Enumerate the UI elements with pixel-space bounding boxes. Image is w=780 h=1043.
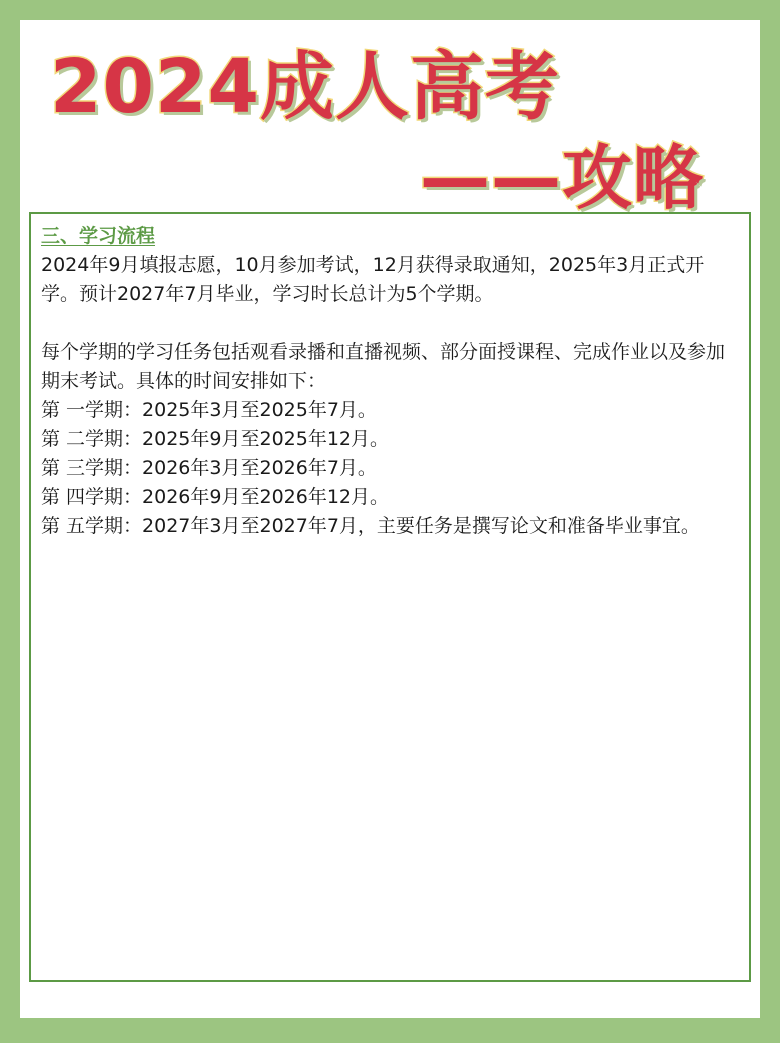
intro-paragraph: 2024年9月填报志愿，10月参加考试，12月获得录取通知，2025年3月正式开学。预计2027年7月毕业，学习时长总计为5个学期。 — [41, 254, 705, 305]
term-2: 第 二学期：2025年9月至2025年12月。 — [41, 428, 390, 450]
tasks-paragraph: 每个学期的学习任务包括观看录播和直播视频、部分面授课程、完成作业以及参加期末考试。具体的时间安排如下： — [41, 341, 726, 392]
paragraph-gap — [41, 309, 739, 338]
section-heading: 三、学习流程 — [41, 225, 156, 247]
page-subtitle: ——攻略 — [420, 137, 704, 219]
page-title: 2024成人高考 — [50, 44, 560, 130]
term-5: 第 五学期：2027年3月至2027年7月，主要任务是撰写论文和准备毕业事宜。 — [41, 515, 700, 537]
poster-card — [20, 20, 760, 1018]
content-box — [29, 212, 751, 982]
term-4: 第 四学期：2026年9月至2026年12月。 — [41, 486, 390, 508]
term-1: 第 一学期：2025年3月至2025年7月。 — [41, 399, 377, 421]
term-3: 第 三学期：2026年3月至2026年7月。 — [41, 457, 377, 479]
